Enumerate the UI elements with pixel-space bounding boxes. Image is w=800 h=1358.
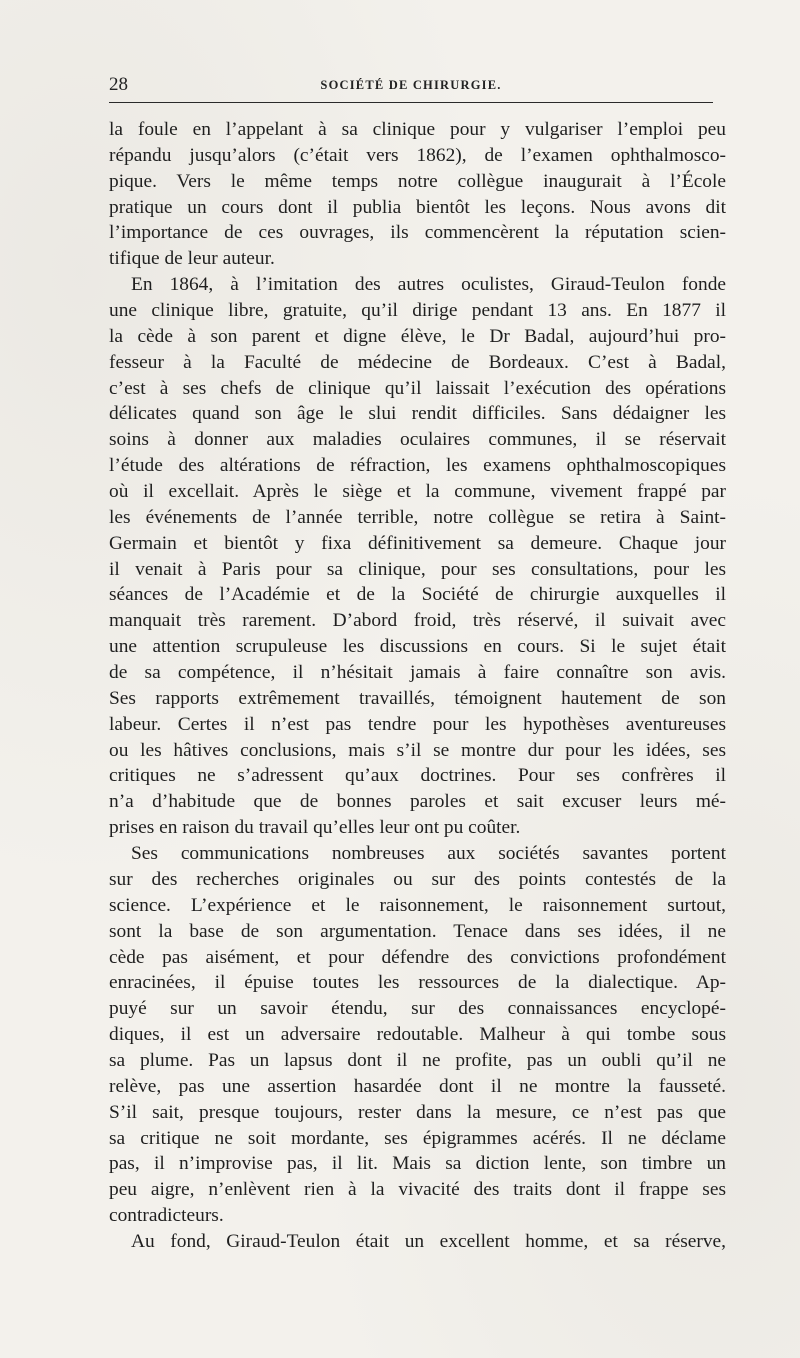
text-line: puyé sur un savoir étendu, sur des connaissances encyclopé- [109, 998, 726, 1020]
text-line: répandu jusqu’alors (c’était vers 1862), de l’examen ophthalmosco- [109, 144, 726, 166]
text-line: sa plume. Pas un lapsus dont il ne profite, pas un oubli qu’il ne [109, 1049, 726, 1071]
text-line: peu aigre, n’enlèvent rien à la vivacité des traits dont il frappe ses [109, 1179, 726, 1201]
text-line: sur des recherches originales ou sur des points contestés de la [109, 868, 726, 890]
text-line: relève, pas une assertion hasardée dont il ne montre la fausseté. [109, 1075, 726, 1097]
text-line: diques, il est un adversaire redoutable. Malheur à qui tombe sous [109, 1024, 726, 1046]
text-line: pique. Vers le même temps notre collègue inaugurait à l’École [109, 170, 726, 192]
header-rule [109, 102, 713, 103]
text-line: cède pas aisément, et pour défendre des convictions profondément [109, 946, 726, 968]
text-line: critiques ne s’adressent qu’aux doctrines. Pour ses confrères il [109, 765, 726, 787]
text-line: séances de l’Académie et de la Société de chirurgie auxquelles il [109, 584, 726, 606]
text-line: il venait à Paris pour sa clinique, pour ses consultations, pour les [109, 558, 726, 580]
text-line: de sa compétence, il n’hésitait jamais à faire connaître son avis. [109, 662, 726, 684]
page-header [109, 72, 713, 98]
text-line: tifique de leur auteur. [109, 248, 275, 270]
page-number: 28 [109, 74, 128, 95]
text-line: Ses rapports extrêmement travaillés, témoignent hautement de son [109, 687, 726, 709]
text-line: les événements de l’année terrible, notre collègue se retira à Saint- [109, 506, 726, 528]
text-line: sa critique ne soit mordante, ses épigrammes acérés. Il ne déclame [109, 1127, 726, 1149]
running-head: SOCIÉTÉ DE CHIRURGIE. [320, 78, 502, 92]
text-line: pratique un cours dont il publia bientôt les leçons. Nous avons dit [109, 196, 726, 218]
text-line: c’est à ses chefs de clinique qu’il laissait l’exécution des opérations [109, 377, 726, 399]
text-line: l’importance de ces ouvrages, ils commencèrent la réputation scien- [109, 222, 726, 244]
text-line: labeur. Certes il n’est pas tendre pour les hypothèses aventureuses [109, 713, 726, 735]
text-line: Ses communications nombreuses aux sociétés savantes portent [131, 843, 726, 865]
text-line: fesseur à la Faculté de médecine de Bordeaux. C’est à Badal, [109, 351, 726, 373]
text-line: ou les hâtives conclusions, mais s’il se montre dur pour les idées, ses [109, 739, 726, 761]
text-line: Au fond, Giraud-Teulon était un excellent homme, et sa réserve, [131, 1230, 726, 1252]
text-line: enracinées, il épuise toutes les ressources de la dialectique. Ap- [109, 972, 726, 994]
text-line: l’étude des altérations de réfraction, les examens ophthalmoscopiques [109, 455, 726, 477]
text-line: une clinique libre, gratuite, qu’il dirige pendant 13 ans. En 1877 il [109, 300, 726, 322]
text-line: n’a d’habitude que de bonnes paroles et sait excuser leurs mé- [109, 791, 726, 813]
text-line: une attention scrupuleuse les discussions en cours. Si le sujet était [109, 636, 726, 658]
text-line: délicates quand son âge le slui rendit difficiles. Sans dédaigner les [109, 403, 726, 425]
text-line: soins à donner aux maladies oculaires communes, il se réservait [109, 429, 726, 451]
text-line: science. L’expérience et le raisonnement, le raisonnement surtout, [109, 894, 726, 916]
text-line: Germain et bientôt y fixa définitivement sa demeure. Chaque jour [109, 532, 726, 554]
text-line: contradicteurs. [109, 1205, 224, 1227]
text-line: pas, il n’improvise pas, il lit. Mais sa diction lente, son timbre un [109, 1153, 726, 1175]
body-text [109, 117, 726, 1255]
text-line: En 1864, à l’imitation des autres oculistes, Giraud-Teulon fonde [131, 274, 726, 296]
text-line: la cède à son parent et digne élève, le Dr Badal, aujourd’hui pro- [109, 325, 726, 347]
text-line: sont la base de son argumentation. Tenace dans ses idées, il ne [109, 920, 726, 942]
text-line: manquait très rarement. D’abord froid, très réservé, il suivait avec [109, 610, 726, 632]
text-line: la foule en l’appelant à sa clinique pour y vulgariser l’emploi peu [109, 119, 726, 140]
text-line: où il excellait. Après le siège et la commune, vivement frappé par [109, 481, 726, 503]
text-line: prises en raison du travail qu’elles leur ont pu coûter. [109, 817, 521, 839]
text-line: S’il sait, presque toujours, rester dans la mesure, ce n’est pas que [109, 1101, 726, 1123]
